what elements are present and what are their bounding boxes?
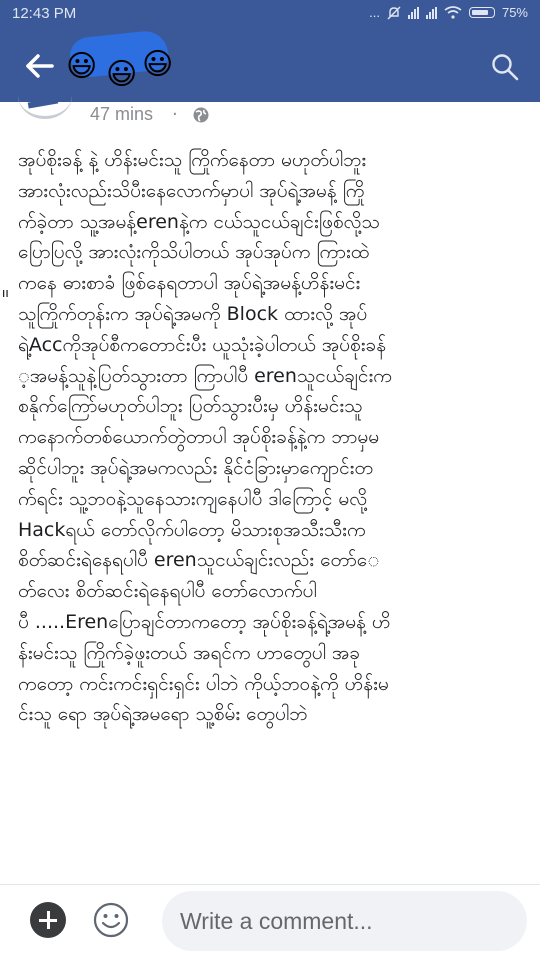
grinning-emoji: 😃	[106, 57, 138, 92]
signal-icon	[408, 7, 419, 19]
post-line: Hackရယ် တော်လိုက်ပါတော့ မိသားစုအသီးသီးက	[18, 518, 366, 541]
post-line: ့အမန့်သူနဲ့ပြတ်သွားတာ ကြာပါပီ erenသူငယ်ချင်းက	[18, 364, 392, 387]
search-icon	[490, 52, 520, 82]
post-timestamp[interactable]: 47 mins	[90, 104, 154, 124]
post-line: က်ရင်း သူ့ဘဝနဲ့သူနေသားကျနေပါပီ ဒါကြောင့် မလို့	[18, 487, 368, 510]
grinning-emoji: 😃	[142, 47, 174, 82]
post-line: စနိုက်ကြော်မဟုတ်ပါဘူး ပြတ်သွားပီးမှ ဟိန်းမင်းသူ	[18, 395, 363, 418]
post-line: ကနေ ဓားစာခံ ဖြစ်နေရတာပါ အုပ်ရဲ့အမန့်ဟိန်းမင်း	[18, 272, 361, 295]
avatar[interactable]	[18, 72, 72, 119]
wifi-icon	[444, 6, 462, 19]
globe-icon	[192, 106, 210, 124]
signal-icon	[426, 7, 437, 19]
smiley-icon	[92, 901, 130, 939]
post-line: အုပ်စိုးခန့် နဲ့ ဟိန်းမင်းသူ ကြိုက်နေတာ မဟုတ်ပါဘူး	[18, 149, 367, 171]
separator-dot: ·	[172, 104, 178, 125]
grinning-emoji: 😃	[66, 49, 98, 84]
post-line: ကနောက်တစ်ယောက်တွဲတာပါ အုပ်စိုးခန့်နဲ့က ဘာမှမ	[18, 426, 380, 449]
search-button[interactable]	[490, 52, 520, 82]
post-line: ရဲ့Accကိုအုပ်စီကတောင်းပီး ယူသုံးခဲ့ပါတယ် အုပ်စိုးခန်	[18, 333, 387, 356]
post-line: စိတ်ဆင်းရဲနေရပါပီ erenသူငယ်ချင်းလည်း တော်ေ	[18, 549, 380, 572]
status-icons	[369, 5, 528, 20]
app-bar	[0, 30, 540, 102]
post-line: ပြောပြလို့ အားလုံးကိုသိပါတယ် အုပ်အုပ်က ကြားထဲ	[18, 241, 370, 264]
post-header	[0, 102, 540, 138]
post-line: ပီ .....Erenပြောချင်တာကတော့ အုပ်စိုးခန့်ရဲ့အမန့် ဟိ	[18, 610, 391, 633]
post-line: င်းသူ ရော အုပ်ရဲ့အမရော သူ့စိမ်း တွေပါဘဲ	[18, 703, 308, 726]
post-line: ဆိုင်ပါဘူး အုပ်ရဲ့အမကလည်း နိုင်ငံခြားမှာကျောင်းတ	[18, 456, 373, 479]
post-line: အားလုံးလည်းသိပီးနေလောက်မှာပါ အုပ်ရဲ့အမန့် ကြို	[18, 179, 365, 202]
plus-circle-icon[interactable]	[30, 902, 66, 938]
battery-percent: 75%	[501, 5, 528, 20]
post-line: သူကြိုက်တုန်းက အုပ်ရဲ့အမကို Block ထားလို့ အုပ်	[18, 302, 368, 325]
status-time: 12:43 PM	[12, 5, 77, 22]
edge-mark: ıı	[2, 286, 9, 300]
redacted-title	[64, 34, 184, 98]
emoji-button[interactable]	[92, 901, 130, 939]
post-line: က်ခဲ့တာ သူ့အမန့်erenနဲ့က ငယ်သူငယ်ချင်းဖြစ်လို့သ	[18, 210, 380, 233]
comment-input[interactable]	[162, 891, 527, 951]
post-line: ကတော့ ကင်းကင်းရှင်းရှင်း ပါဘဲ ကိုယ့်ဘဝနဲ့ကို ဟိန်းမ	[18, 672, 389, 695]
post-line: တ်လေး စိတ်ဆင်းရဲနေရပါပီ တော်လောက်ပါ	[18, 580, 317, 603]
comment-bar	[0, 885, 540, 960]
battery-icon	[469, 7, 495, 18]
post-text	[18, 145, 530, 730]
muted-bell-icon	[387, 6, 401, 20]
post-line: န်းမင်းသူ ကြိုက်ခဲ့ဖူးတယ် အရင်က ဟာတွေပါ အခု	[18, 641, 361, 664]
notification-dots: ...	[369, 5, 380, 20]
status-bar	[0, 0, 540, 30]
